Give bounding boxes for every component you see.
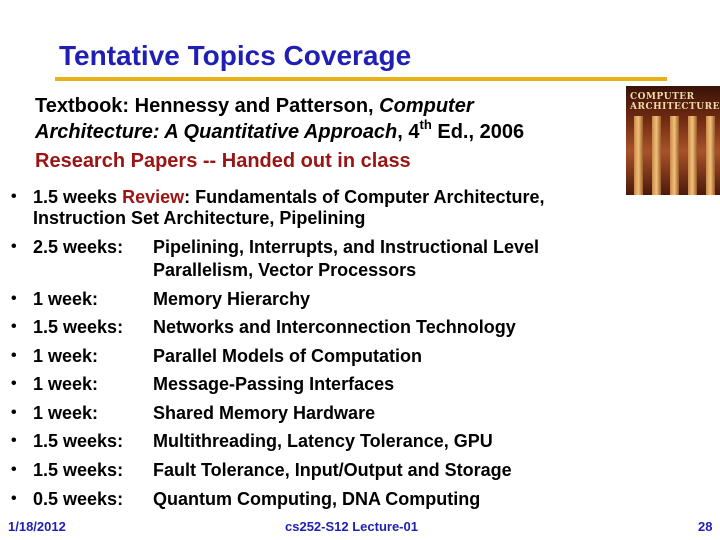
topic-duration: 1.5 weeks: xyxy=(33,460,124,480)
topic-duration: 1 week: xyxy=(33,289,99,309)
bullet: • xyxy=(11,318,17,335)
textbook-edition: , 4 xyxy=(397,121,420,143)
topic-duration: 0.5 weeks: xyxy=(33,489,124,509)
textbook-line xyxy=(35,93,524,145)
review-topic: : Fundamentals of Computer Architecture, xyxy=(184,187,545,207)
footer-page-number: 28 xyxy=(698,519,713,534)
footer-course: cs252-S12 Lecture-01 xyxy=(285,519,418,534)
bullet: • xyxy=(11,404,17,421)
textbook-edition-rest: Ed., 2006 xyxy=(431,121,525,143)
bullet: • xyxy=(11,461,17,478)
topic-title: Fault Tolerance, Input/Output and Storage xyxy=(153,460,512,480)
topic-title: Memory Hierarchy xyxy=(153,289,311,309)
textbook-title-part2: Architecture: A Quantitative Approach xyxy=(35,121,398,143)
slide-title: Tentative Topics Coverage xyxy=(59,40,412,71)
topic-duration: 1 week: xyxy=(33,374,99,394)
footer-date: 1/18/2012 xyxy=(8,519,66,534)
topic-title: Shared Memory Hardware xyxy=(153,403,376,423)
topic-duration: 2.5 weeks: xyxy=(33,237,124,257)
bullet: • xyxy=(11,432,17,449)
bullet: • xyxy=(11,490,17,507)
topic-duration: 1.5 weeks: xyxy=(33,431,124,451)
bullet: • xyxy=(11,347,17,364)
bullet: • xyxy=(11,188,17,205)
textbook-title-part1: Computer xyxy=(379,95,474,117)
topic-duration: 1 week: xyxy=(33,346,99,366)
topic-title: Parallel Models of Computation xyxy=(153,346,423,366)
topic-title: Pipelining, Interrupts, and Instructional Level xyxy=(153,237,540,257)
cover-title: COMPUTER ARCHITECTURE xyxy=(630,92,720,112)
textbook-prefix: Textbook: Hennessy and Patterson, xyxy=(35,95,380,117)
topic-duration: 1 week: xyxy=(33,403,99,423)
topic-title: Message-Passing Interfaces xyxy=(153,374,395,394)
topic-duration: 1.5 weeks: xyxy=(33,317,124,337)
review-duration: 1.5 weeks xyxy=(33,187,123,207)
topic-title-continued: Parallelism, Vector Processors xyxy=(153,260,417,280)
review-topic-line2: Instruction Set Architecture, Pipelining xyxy=(33,208,366,228)
topic-title: Networks and Interconnection Technology xyxy=(153,317,516,337)
title-underline xyxy=(55,77,667,81)
textbook-cover-image xyxy=(626,86,720,195)
topic-title: Quantum Computing, DNA Computing xyxy=(153,489,481,509)
research-papers-line: Research Papers -- Handed out in class xyxy=(35,150,411,172)
bullet: • xyxy=(11,375,17,392)
review-word: Review xyxy=(122,187,185,207)
textbook-edition-sup: th xyxy=(419,117,432,133)
bullet: • xyxy=(11,238,17,255)
bullet: • xyxy=(11,290,17,307)
topic-title: Multithreading, Latency Tolerance, GPU xyxy=(153,431,493,451)
